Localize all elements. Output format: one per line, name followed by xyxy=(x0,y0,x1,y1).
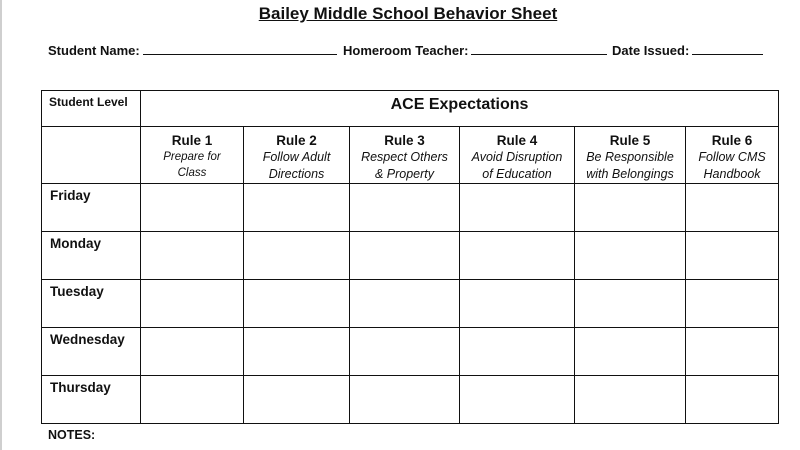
rule-description: Be Responsible with Belongings xyxy=(586,150,674,181)
table-row xyxy=(42,328,779,376)
rating-cell[interactable] xyxy=(686,280,779,328)
rating-cell[interactable] xyxy=(460,232,575,280)
behavior-table xyxy=(41,90,779,424)
day-label: Monday xyxy=(42,232,141,280)
empty-header-cell xyxy=(42,127,141,184)
table-row xyxy=(42,376,779,424)
table-row xyxy=(42,184,779,232)
rating-cell[interactable] xyxy=(575,184,686,232)
rule-name: Rule 4 xyxy=(496,133,538,148)
table-row xyxy=(42,280,779,328)
rating-cell[interactable] xyxy=(350,328,460,376)
date-issued-blank[interactable] xyxy=(692,41,763,55)
rating-cell[interactable] xyxy=(686,184,779,232)
table-row xyxy=(42,232,779,280)
rule-header xyxy=(141,127,244,184)
day-label: Tuesday xyxy=(42,280,141,328)
rules-header-row xyxy=(42,127,779,184)
rating-cell[interactable] xyxy=(141,328,244,376)
rule-name: Rule 1 xyxy=(171,133,213,148)
rating-cell[interactable] xyxy=(350,376,460,424)
student-name-field[interactable] xyxy=(48,41,337,58)
rating-cell[interactable] xyxy=(575,328,686,376)
rule-header xyxy=(244,127,350,184)
day-label: Wednesday xyxy=(42,328,141,376)
page-edge xyxy=(0,0,2,450)
rule-description: Follow CMS Handbook xyxy=(698,150,766,181)
rule-name: Rule 6 xyxy=(711,133,753,148)
day-label: Thursday xyxy=(42,376,141,424)
rating-cell[interactable] xyxy=(244,184,350,232)
rule-header xyxy=(460,127,575,184)
rating-cell[interactable] xyxy=(141,376,244,424)
rating-cell[interactable] xyxy=(244,280,350,328)
date-issued-field[interactable] xyxy=(612,41,763,58)
homeroom-teacher-field[interactable] xyxy=(343,41,607,58)
rule-header xyxy=(350,127,460,184)
rating-cell[interactable] xyxy=(686,232,779,280)
rating-cell[interactable] xyxy=(350,232,460,280)
rating-cell[interactable] xyxy=(350,184,460,232)
homeroom-teacher-blank[interactable] xyxy=(471,41,607,55)
rule-name: Rule 3 xyxy=(384,133,425,148)
rating-cell[interactable] xyxy=(244,376,350,424)
rule-name: Rule 2 xyxy=(276,133,317,148)
homeroom-teacher-label: Homeroom Teacher: xyxy=(343,43,469,58)
rating-cell[interactable] xyxy=(460,184,575,232)
rating-cell[interactable] xyxy=(350,280,460,328)
page-title: Bailey Middle School Behavior Sheet xyxy=(258,4,558,23)
student-level-header: Student Level xyxy=(42,91,141,127)
date-issued-label: Date Issued: xyxy=(612,43,690,58)
rule-description: Prepare for Class xyxy=(163,151,221,179)
rule-description: Respect Others & Property xyxy=(361,150,448,181)
notes-label: NOTES: xyxy=(48,428,96,442)
rating-cell[interactable] xyxy=(575,232,686,280)
rating-cell[interactable] xyxy=(244,232,350,280)
rule-name: Rule 5 xyxy=(609,133,651,148)
rating-cell[interactable] xyxy=(575,376,686,424)
rating-cell[interactable] xyxy=(244,328,350,376)
student-name-blank[interactable] xyxy=(143,41,337,55)
rating-cell[interactable] xyxy=(460,376,575,424)
ace-expectations-header: ACE Expectations xyxy=(141,91,779,127)
rule-description: Avoid Disruption of Education xyxy=(471,150,563,181)
rule-description: Follow Adult Directions xyxy=(262,150,331,181)
rating-cell[interactable] xyxy=(141,280,244,328)
rating-cell[interactable] xyxy=(460,280,575,328)
day-label: Friday xyxy=(42,184,141,232)
student-name-label: Student Name: xyxy=(48,43,140,58)
rating-cell[interactable] xyxy=(460,328,575,376)
rating-cell[interactable] xyxy=(686,376,779,424)
rating-cell[interactable] xyxy=(686,328,779,376)
rule-header xyxy=(575,127,686,184)
rating-cell[interactable] xyxy=(575,280,686,328)
rule-header xyxy=(686,127,779,184)
rating-cell[interactable] xyxy=(141,232,244,280)
rating-cell[interactable] xyxy=(141,184,244,232)
